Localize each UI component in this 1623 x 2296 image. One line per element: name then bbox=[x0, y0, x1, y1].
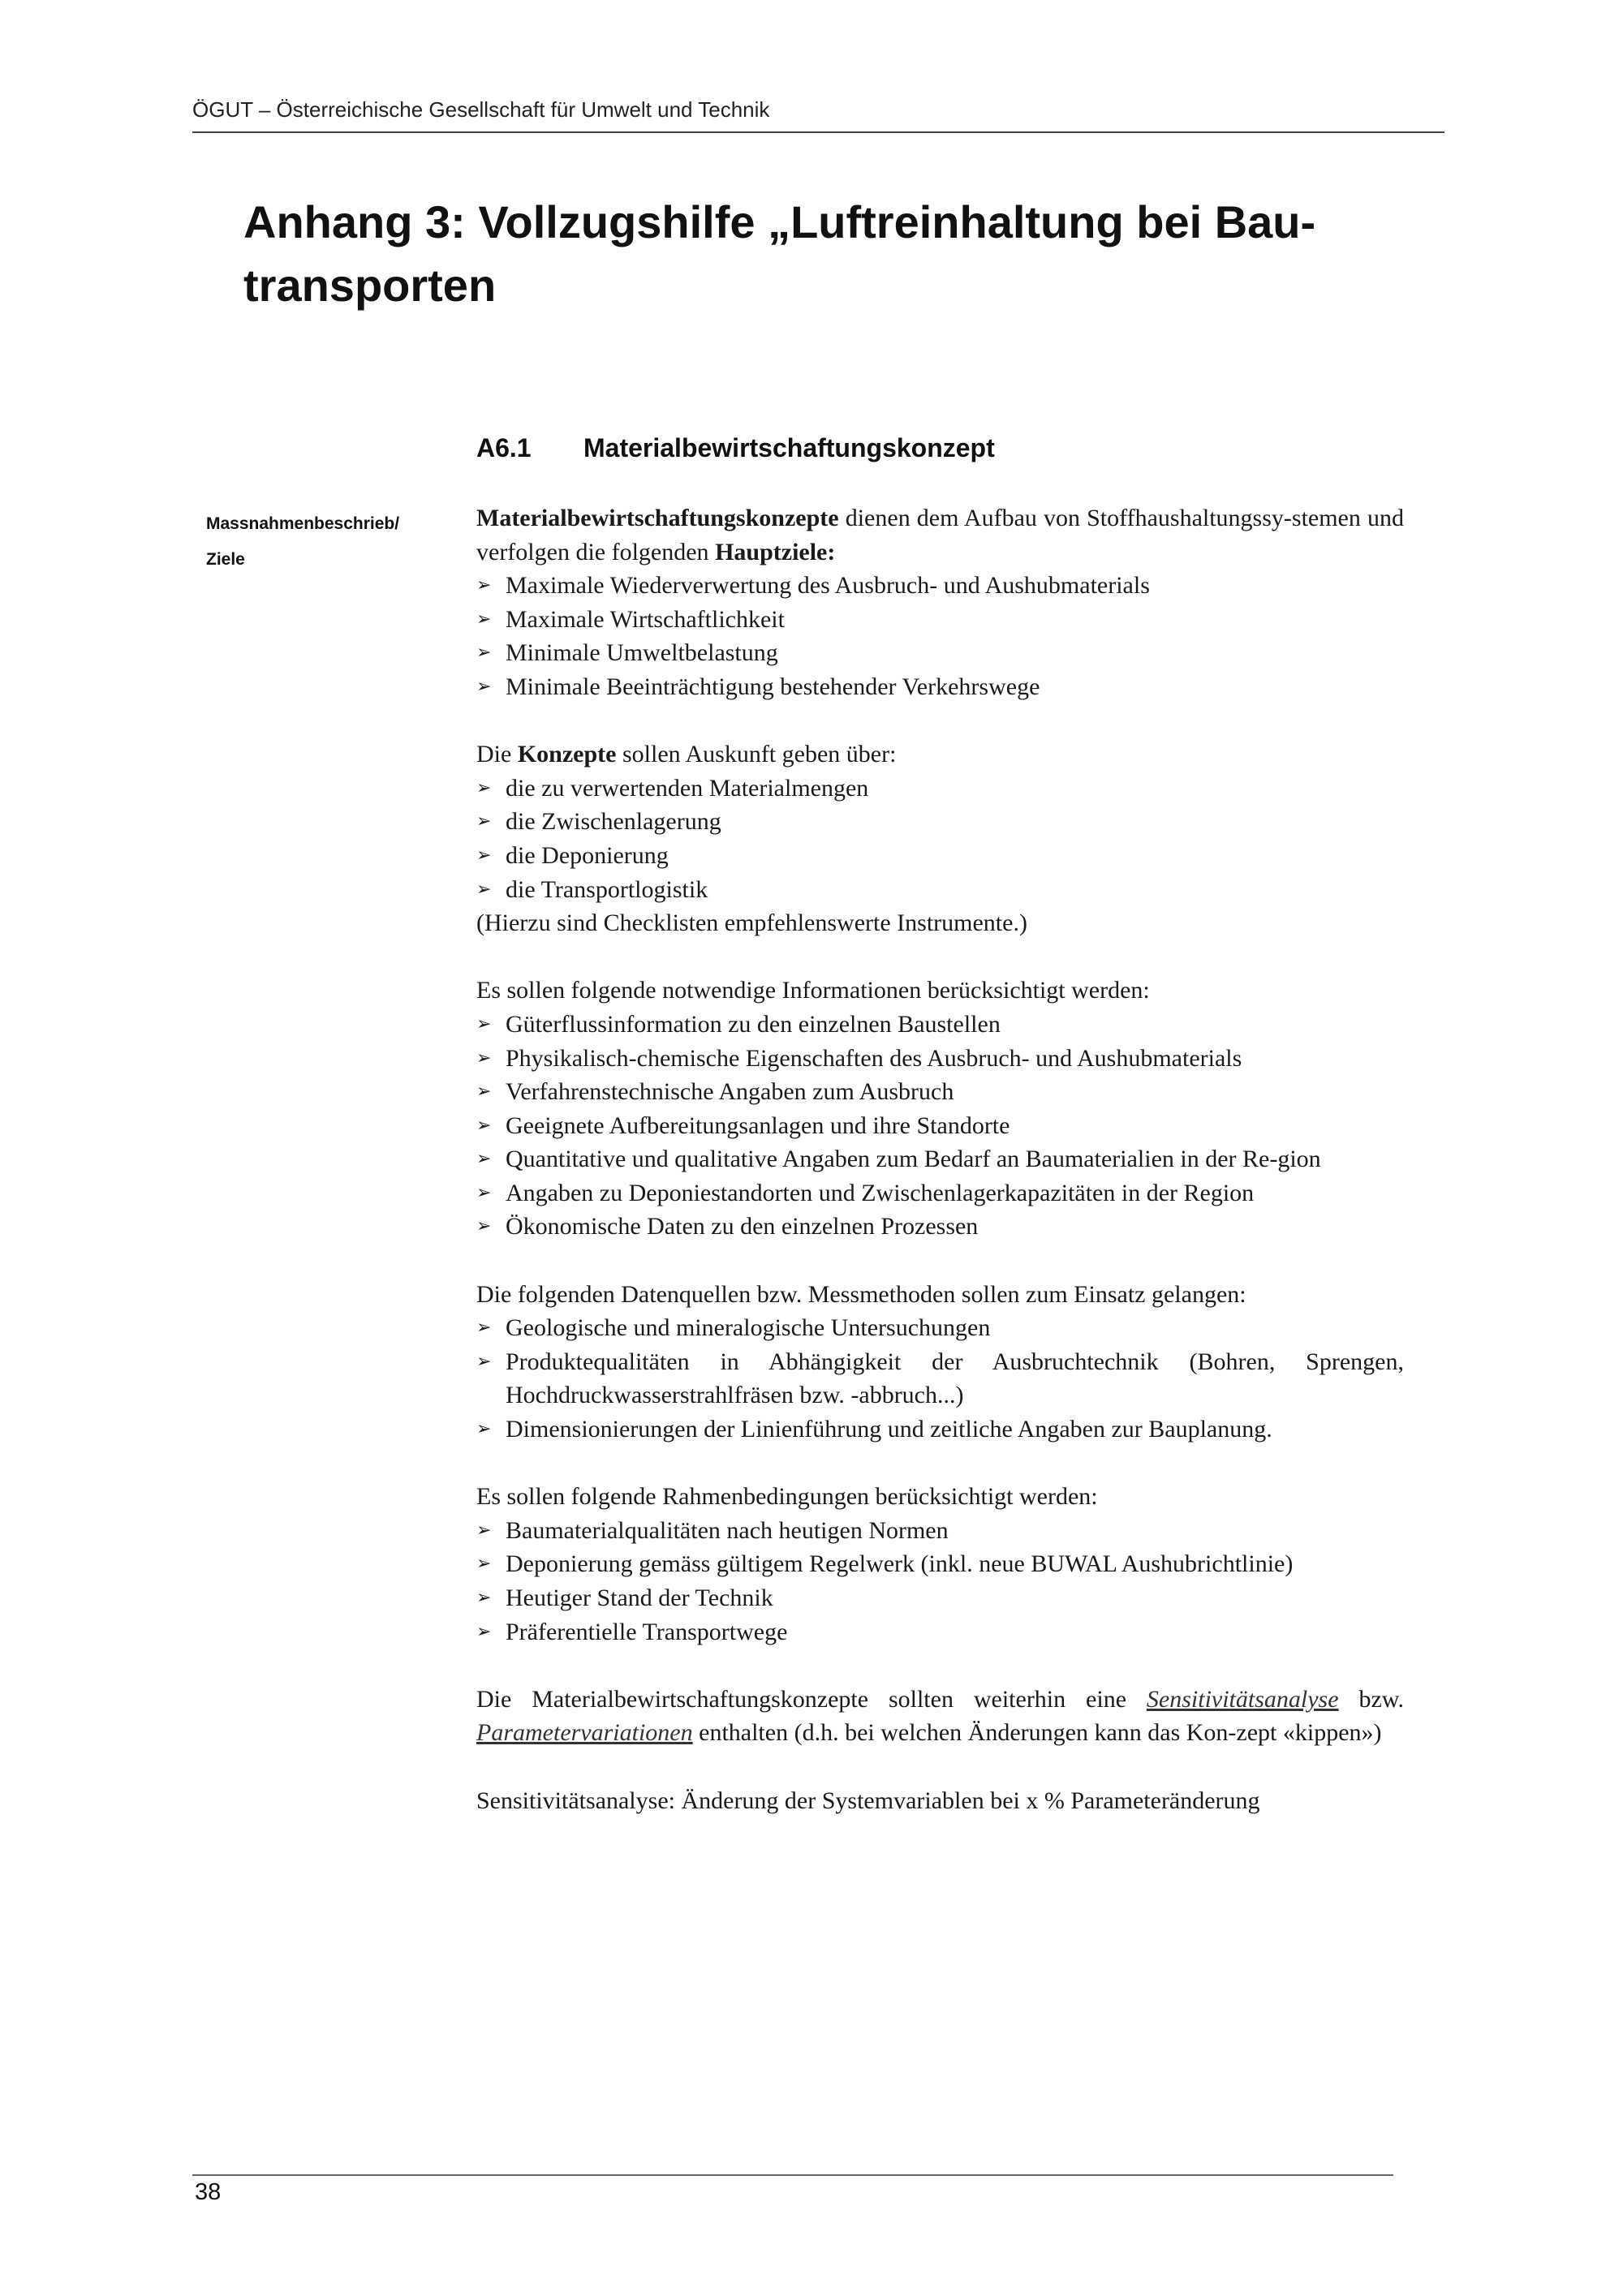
information-list bbox=[476, 1008, 1404, 1244]
conditions-lead: Es sollen folgende Rahmenbedingungen berücksichtigt werden: bbox=[476, 1483, 1098, 1511]
list-item: ➢ Maximale Wirtschaftlichkeit bbox=[476, 603, 1404, 637]
section-heading bbox=[476, 433, 995, 463]
parameter-variations-term: Parametervariationen bbox=[476, 1719, 693, 1747]
paragraph-gap bbox=[476, 940, 1404, 974]
intro-text: dienen dem Aufbau von Stoffhaushaltungssy-stemen und verfolgen die folgenden bbox=[476, 505, 1404, 565]
intro-bold-goals: Hauptziele: bbox=[715, 538, 836, 565]
list-item: ➢ Heutiger Stand der Technik bbox=[476, 1581, 1404, 1615]
list-item: ➢ Minimale Umweltbelastung bbox=[476, 636, 1404, 670]
body-content bbox=[476, 501, 1404, 1817]
paragraph-gap bbox=[476, 1649, 1404, 1683]
intro-bold-term: Materialbewirtschaftungskonzepte bbox=[476, 505, 839, 531]
list-item: ➢ Baumaterialqualitäten nach heutigen Normen bbox=[476, 1514, 1404, 1548]
list-item: ➢ Verfahrenstechnische Angaben zum Ausbruch bbox=[476, 1075, 1404, 1109]
list-item: ➢ Geeignete Aufbereitungsanlagen und ihre Standorte bbox=[476, 1109, 1404, 1143]
sensitivity-definition: Sensitivitätsanalyse: Änderung der Systemvariablen bei x % Parameteränderung bbox=[476, 1786, 1260, 1814]
section-number: A6.1 bbox=[476, 433, 532, 462]
page-number: 38 bbox=[195, 2179, 222, 2205]
side-label bbox=[206, 506, 450, 578]
paragraph-gap bbox=[476, 1244, 1404, 1278]
conditions-list bbox=[476, 1514, 1404, 1649]
sensitivity-text-2: bzw. bbox=[1338, 1685, 1404, 1713]
concepts-list bbox=[476, 772, 1404, 906]
list-item: ➢ Deponierung gemäss gültigem Regelwerk (inkl. neue BUWAL Aushubrichtlinie) bbox=[476, 1547, 1404, 1581]
list-item: ➢ Minimale Beeinträchtigung bestehender Verkehrswege bbox=[476, 670, 1404, 704]
section-title: Materialbewirtschaftungskonzept bbox=[583, 433, 995, 462]
side-label-line-2: Ziele bbox=[206, 550, 245, 569]
concepts-lead-bold: Konzepte bbox=[517, 741, 617, 768]
header-divider bbox=[192, 131, 1444, 133]
list-item: ➢ Quantitative und qualitative Angaben zum Bedarf an Baumaterialien in der Re-gion bbox=[476, 1142, 1404, 1176]
list-item: ➢ die Zwischenlagerung bbox=[476, 805, 1404, 839]
concepts-lead-post: sollen Auskunft geben über: bbox=[616, 741, 897, 768]
paragraph-gap bbox=[476, 1750, 1404, 1784]
document-title: Anhang 3: Vollzugshilfe „Luftreinhaltung bei Bau-transporten bbox=[243, 196, 1316, 311]
paragraph-gap bbox=[476, 1447, 1404, 1481]
sensitivity-analysis-term: Sensitivitätsanalyse bbox=[1146, 1685, 1339, 1713]
intro-paragraph bbox=[476, 501, 1404, 569]
sources-list bbox=[476, 1311, 1404, 1446]
sources-lead: Die folgenden Datenquellen bzw. Messmethoden sollen zum Einsatz gelangen: bbox=[476, 1280, 1246, 1308]
list-item: ➢ Präferentielle Transportwege bbox=[476, 1615, 1404, 1649]
list-item: ➢ die zu verwertenden Materialmengen bbox=[476, 772, 1404, 806]
main-goals-list bbox=[476, 569, 1404, 703]
list-item: ➢ die Transportlogistik bbox=[476, 873, 1404, 907]
list-item: ➢ die Deponierung bbox=[476, 839, 1404, 873]
information-lead: Es sollen folgende notwendige Informationen berücksichtigt werden: bbox=[476, 977, 1150, 1004]
list-item: ➢ Dimensionierungen der Linienführung und zeitliche Angaben zur Bauplanung. bbox=[476, 1412, 1404, 1447]
sensitivity-text-1: Die Materialbewirtschaftungskonzepte sollten weiterhin eine bbox=[476, 1685, 1147, 1713]
list-item: ➢ Produktequalitäten in Abhängigkeit der Ausbruchtechnik (Bohren, Sprengen, Hochdruckwasserstrahlfräsen bzw. -abbruch...) bbox=[476, 1345, 1404, 1412]
running-header: ÖGUT – Österreichische Gesellschaft für Umwelt und Technik bbox=[192, 97, 770, 122]
concepts-note: (Hierzu sind Checklisten empfehlenswerte Instrumente.) bbox=[476, 909, 1027, 937]
list-item: ➢ Güterflussinformation zu den einzelnen Baustellen bbox=[476, 1008, 1404, 1042]
sensitivity-text-3: enthalten (d.h. bei welchen Änderungen kann das Kon-zept «kippen») bbox=[692, 1719, 1382, 1747]
list-item: ➢ Maximale Wiederverwertung des Ausbruch- und Aushubmaterials bbox=[476, 569, 1404, 603]
list-item: ➢ Physikalisch-chemische Eigenschaften des Ausbruch- und Aushubmaterials bbox=[476, 1042, 1404, 1076]
side-label-line-1: Massnahmenbeschrieb/ bbox=[206, 514, 400, 533]
sensitivity-paragraph bbox=[476, 1683, 1404, 1750]
list-item: ➢ Geologische und mineralogische Untersuchungen bbox=[476, 1311, 1404, 1345]
list-item: ➢ Ökonomische Daten zu den einzelnen Prozessen bbox=[476, 1210, 1404, 1244]
list-item: ➢ Angaben zu Deponiestandorten und Zwischenlagerkapazitäten in der Region bbox=[476, 1176, 1404, 1210]
concepts-lead bbox=[476, 737, 1404, 772]
footer-divider bbox=[192, 2174, 1393, 2176]
paragraph-gap bbox=[476, 704, 1404, 738]
concepts-lead-pre: Die bbox=[476, 741, 518, 768]
